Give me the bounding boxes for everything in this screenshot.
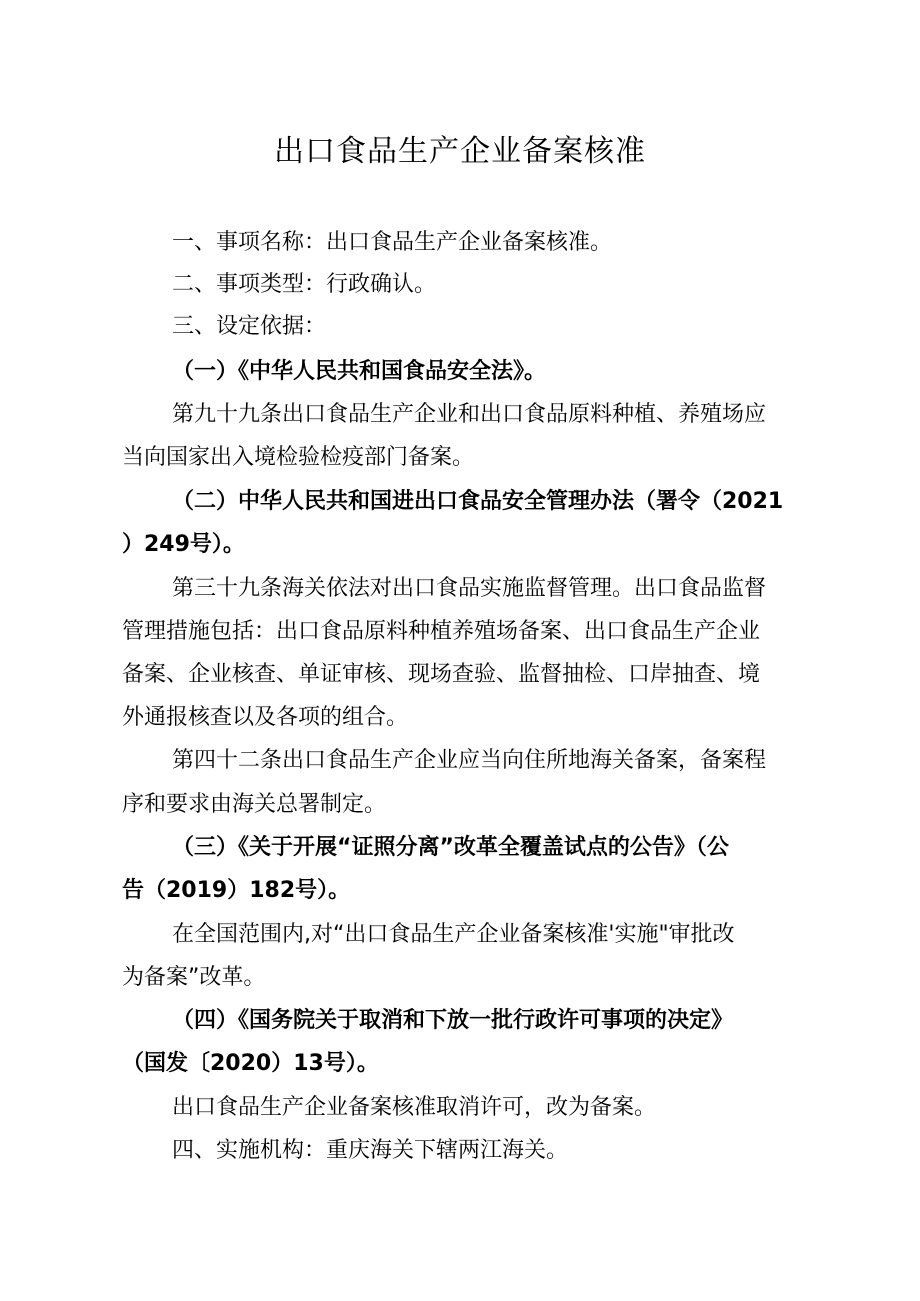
basis-2-text-line-1: 第三十九条海关依法对出口食品实施监督管理。出口食品监督 bbox=[172, 576, 767, 601]
basis-3-heading-line-1: （三）《关于开展“证照分离”改革全覆盖试点的公告》（公 bbox=[172, 835, 729, 860]
basis-4-text-line-1: 出口食品生产企业备案核准取消许可，改为备案。 bbox=[172, 1095, 657, 1120]
basis-2-heading-line-1: （二）中华人民共和国进出口食品安全管理办法（署令（2021 bbox=[172, 489, 784, 514]
basis-3-text-line-1: 在全国范围内,对“出口食品生产企业备案核准'实施"审批改 bbox=[172, 922, 735, 947]
basis-1-text-line-1: 第九十九条出口食品生产企业和出口食品原料种植、养殖场应 bbox=[172, 402, 767, 427]
basis-2-text-line-4: 外通报核查以及各项的组合。 bbox=[122, 705, 409, 730]
item-type-line: 二、事项类型：行政确认。 bbox=[172, 272, 437, 297]
basis-4-heading-line-1: （四）《国务院关于取消和下放一批行政许可事项的决定》 bbox=[172, 1008, 734, 1033]
document-title: 出口食品生产企业备案核准 bbox=[274, 134, 646, 169]
item-name-line: 一、事项名称：出口食品生产企业备案核准。 bbox=[172, 230, 613, 255]
basis-4-heading-line-2: （国发〔2020）13号）。 bbox=[122, 1051, 379, 1076]
basis-heading-line: 三、设定依据： bbox=[172, 314, 327, 339]
basis-2-text-line-6: 序和要求由海关总署制定。 bbox=[122, 792, 387, 817]
basis-3-text-line-2: 为备案”改革。 bbox=[122, 965, 266, 990]
basis-2-text-line-2: 管理措施包括：出口食品原料种植养殖场备案、出口食品生产企业 bbox=[122, 619, 761, 644]
basis-2-heading-line-2: ）249号）。 bbox=[122, 532, 245, 557]
basis-3-heading-line-2: 告（2019）182号）。 bbox=[122, 878, 351, 903]
basis-2-text-line-3: 备案、企业核查、单证审核、现场查验、监督抽检、口岸抽查、境 bbox=[122, 662, 761, 687]
implementing-agency-line: 四、实施机构：重庆海关下辖两江海关。 bbox=[172, 1138, 569, 1163]
basis-2-text-line-5: 第四十二条出口食品生产企业应当向住所地海关备案，备案程 bbox=[172, 748, 767, 773]
basis-1-heading: （一）《中华人民共和国食品安全法》。 bbox=[172, 359, 547, 384]
basis-1-text-line-2: 当向国家出入境检验检疫部门备案。 bbox=[122, 445, 475, 470]
